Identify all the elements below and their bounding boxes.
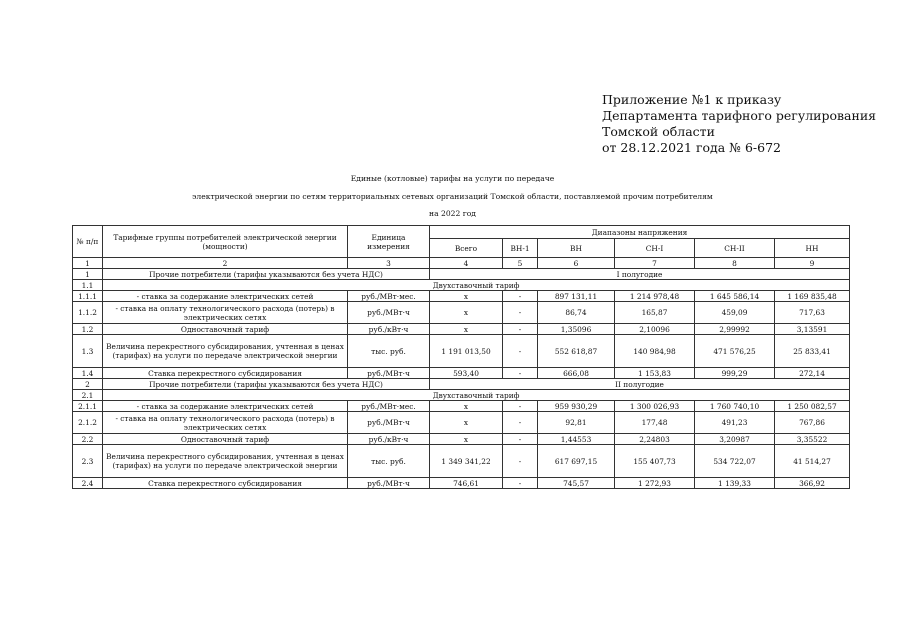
value-cell: 41 514,27	[775, 445, 850, 478]
value-cell: 999,29	[695, 368, 775, 379]
value-cell: 272,14	[775, 368, 850, 379]
header-row	[73, 226, 850, 239]
row-number: 2.1	[73, 390, 103, 401]
row-name: - ставка за содержание электрических сетей	[103, 401, 348, 412]
header-num: № п/п	[73, 226, 103, 258]
title-line: электрической энергии по сетям территориальных сетевых организаций Томской области, поставляемой прочим потребителям	[192, 191, 713, 201]
row-name: Величина перекрестного субсидирования, учтенная в ценах (тарифах) на услуги по передаче электрической энергии	[103, 445, 348, 478]
value-cell: 666,08	[538, 368, 615, 379]
value-cell: 593,40	[430, 368, 503, 379]
value-cell: 1,35096	[538, 324, 615, 335]
section-row	[73, 269, 850, 280]
row-number: 1.2	[73, 324, 103, 335]
value-cell: 92,81	[538, 412, 615, 434]
value-cell: 366,92	[775, 478, 850, 489]
table-row	[73, 368, 850, 379]
value-cell: 1 349 341,22	[430, 445, 503, 478]
subhead-row	[73, 390, 850, 401]
row-number: 2.1.2	[73, 412, 103, 434]
index-cell: 4	[430, 258, 503, 269]
row-number: 2.1.1	[73, 401, 103, 412]
row-unit: руб./МВт·ч	[348, 302, 430, 324]
table-row	[73, 401, 850, 412]
value-cell: х	[430, 291, 503, 302]
value-cell: -	[503, 445, 538, 478]
value-cell: х	[430, 324, 503, 335]
header-ranges: Диапазоны напряжения	[430, 226, 850, 239]
row-name: Одноставочный тариф	[103, 324, 348, 335]
value-cell: 745,57	[538, 478, 615, 489]
row-number: 2	[73, 379, 103, 390]
row-unit: руб./МВт·ч	[348, 478, 430, 489]
header-col: Всего	[430, 239, 503, 258]
value-cell: 1 191 013,50	[430, 335, 503, 368]
row-number: 1.1	[73, 280, 103, 291]
table-row	[73, 445, 850, 478]
index-row	[73, 258, 850, 269]
value-cell: 2,99992	[695, 324, 775, 335]
row-unit: руб./МВт·ч	[348, 412, 430, 434]
value-cell: 959 930,29	[538, 401, 615, 412]
value-cell: 746,61	[430, 478, 503, 489]
appendix-line: от 28.12.2021 года № 6-672	[602, 140, 781, 155]
table-row	[73, 291, 850, 302]
title-line: Единые (котловые) тарифы на услуги по передаче	[350, 174, 555, 183]
value-cell: -	[503, 324, 538, 335]
header-col: НН	[775, 239, 850, 258]
value-cell: 25 833,41	[775, 335, 850, 368]
value-cell: х	[430, 434, 503, 445]
value-cell: 2,24803	[615, 434, 695, 445]
value-cell: 552 618,87	[538, 335, 615, 368]
value-cell: х	[430, 401, 503, 412]
value-cell: 140 984,98	[615, 335, 695, 368]
row-name: - ставка на оплату технологического расхода (потерь) в электрических сетях	[103, 302, 348, 324]
header-unit: Единица измерения	[348, 226, 430, 258]
appendix-line: Томской области	[602, 124, 715, 139]
value-cell: 3,13591	[775, 324, 850, 335]
value-cell: 1 645 586,14	[695, 291, 775, 302]
value-cell: 155 407,73	[615, 445, 695, 478]
value-cell: 1 214 978,48	[615, 291, 695, 302]
header-group: Тарифные группы потребителей электрической энергии (мощности)	[103, 226, 348, 258]
value-cell: 717,63	[775, 302, 850, 324]
value-cell: -	[503, 291, 538, 302]
value-cell: -	[503, 335, 538, 368]
subhead-row	[73, 280, 850, 291]
table-row	[73, 302, 850, 324]
value-cell: 1 300 026,93	[615, 401, 695, 412]
value-cell: 1 250 082,57	[775, 401, 850, 412]
value-cell: 2,10096	[615, 324, 695, 335]
table-row	[73, 335, 850, 368]
value-cell: 459,09	[695, 302, 775, 324]
value-cell: 471 576,25	[695, 335, 775, 368]
section-row	[73, 379, 850, 390]
section-name: Прочие потребители (тарифы указываются без учета НДС)	[103, 379, 430, 390]
index-cell: 6	[538, 258, 615, 269]
value-cell: -	[503, 434, 538, 445]
value-cell: -	[503, 412, 538, 434]
row-unit: тыс. руб.	[348, 445, 430, 478]
section-name: Прочие потребители (тарифы указываются без учета НДС)	[103, 269, 430, 280]
value-cell: -	[503, 368, 538, 379]
header-col: СН-I	[615, 239, 695, 258]
row-number: 1.3	[73, 335, 103, 368]
value-cell: 1 153,83	[615, 368, 695, 379]
index-cell: 5	[503, 258, 538, 269]
row-unit: тыс. руб.	[348, 335, 430, 368]
row-number: 2.3	[73, 445, 103, 478]
index-cell: 1	[73, 258, 103, 269]
row-unit: руб./МВт·мес.	[348, 401, 430, 412]
document-title	[0, 170, 905, 223]
row-name: Ставка перекрестного субсидирования	[103, 478, 348, 489]
value-cell: 86,74	[538, 302, 615, 324]
row-name: Одноставочный тариф	[103, 434, 348, 445]
row-name: - ставка за содержание электрических сетей	[103, 291, 348, 302]
table-row	[73, 324, 850, 335]
table-row	[73, 412, 850, 434]
row-number: 2.4	[73, 478, 103, 489]
value-cell: 534 722,07	[695, 445, 775, 478]
value-cell: 1 169 835,48	[775, 291, 850, 302]
value-cell: 1,44553	[538, 434, 615, 445]
table-row	[73, 478, 850, 489]
value-cell: 3,35522	[775, 434, 850, 445]
tariff-type: Двухставочный тариф	[103, 280, 850, 291]
appendix-line: Приложение №1 к приказу	[602, 92, 782, 107]
title-line: на 2022 год	[429, 209, 476, 218]
value-cell: 165,87	[615, 302, 695, 324]
value-cell: -	[503, 401, 538, 412]
value-cell: 177,48	[615, 412, 695, 434]
value-cell: 897 131,11	[538, 291, 615, 302]
period-label: II полугодие	[430, 379, 850, 390]
value-cell: 3,20987	[695, 434, 775, 445]
value-cell: 1 139,33	[695, 478, 775, 489]
row-number: 1.1.1	[73, 291, 103, 302]
row-name: Величина перекрестного субсидирования, учтенная в ценах (тарифах) на услуги по передаче электрической энергии	[103, 335, 348, 368]
index-cell: 7	[615, 258, 695, 269]
table-row	[73, 434, 850, 445]
row-number: 1	[73, 269, 103, 280]
value-cell: х	[430, 302, 503, 324]
index-cell: 8	[695, 258, 775, 269]
row-number: 1.1.2	[73, 302, 103, 324]
value-cell: -	[503, 302, 538, 324]
value-cell: 1 272,93	[615, 478, 695, 489]
period-label: I полугодие	[430, 269, 850, 280]
index-cell: 9	[775, 258, 850, 269]
index-cell: 2	[103, 258, 348, 269]
value-cell: х	[430, 412, 503, 434]
value-cell: 491,23	[695, 412, 775, 434]
value-cell: 767,86	[775, 412, 850, 434]
tariff-type: Двухставочный тариф	[103, 390, 850, 401]
header-col: ВН	[538, 239, 615, 258]
row-number: 1.4	[73, 368, 103, 379]
header-col: СН-II	[695, 239, 775, 258]
row-unit: руб./МВт·мес.	[348, 291, 430, 302]
tariff-table	[72, 225, 850, 489]
row-name: Ставка перекрестного субсидирования	[103, 368, 348, 379]
row-unit: руб./МВт·ч	[348, 368, 430, 379]
value-cell: 1 760 740,10	[695, 401, 775, 412]
header-col: ВН-1	[503, 239, 538, 258]
row-number: 2.2	[73, 434, 103, 445]
value-cell: 617 697,15	[538, 445, 615, 478]
value-cell: -	[503, 478, 538, 489]
row-unit: руб./кВт·ч	[348, 434, 430, 445]
row-name: - ставка на оплату технологического расхода (потерь) в электрических сетях	[103, 412, 348, 434]
appendix-line: Департамента тарифного регулирования	[602, 108, 877, 123]
index-cell: 3	[348, 258, 430, 269]
appendix-header	[602, 92, 876, 156]
row-unit: руб./кВт·ч	[348, 324, 430, 335]
